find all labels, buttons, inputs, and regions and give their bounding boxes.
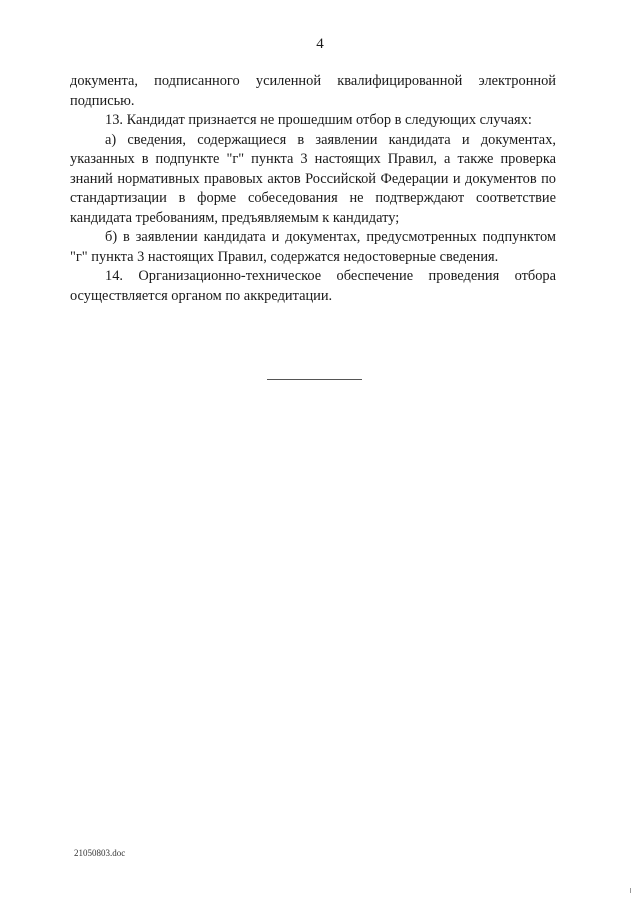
document-body [70, 72, 556, 306]
paragraph-clause-13: 13. Кандидат признается не прошедшим отбор в следующих случаях: [105, 112, 532, 128]
paragraph-clause-14: 14. Организационно-техническое обеспечение проведения отбора осуществляется органом по аккредитации. [70, 268, 556, 304]
page-number: 4 [316, 36, 324, 52]
paragraph-subclause-b: б) в заявлении кандидата и документах, предусмотренных подпунктом "г" пункта 3 настоящих Правил, содержатся недостоверные сведения. [70, 229, 556, 265]
edge-mark [630, 888, 631, 893]
end-of-text-divider [267, 379, 362, 380]
document-code: 21050803.doc [74, 848, 126, 858]
paragraph-continuation: документа, подписанного усиленной квалифицированной электронной подписью. [70, 73, 556, 109]
paragraph-subclause-a: а) сведения, содержащиеся в заявлении кандидата и документах, указанных в подпункте "г" пункта 3 настоящих Правил, а также проверка знаний нормативных правовых актов Российской Федерации и документов по стандартизации в форме собеседования не подтверждают соответствие кандидата требованиям, предъявляемым к кандидату; [70, 131, 556, 226]
